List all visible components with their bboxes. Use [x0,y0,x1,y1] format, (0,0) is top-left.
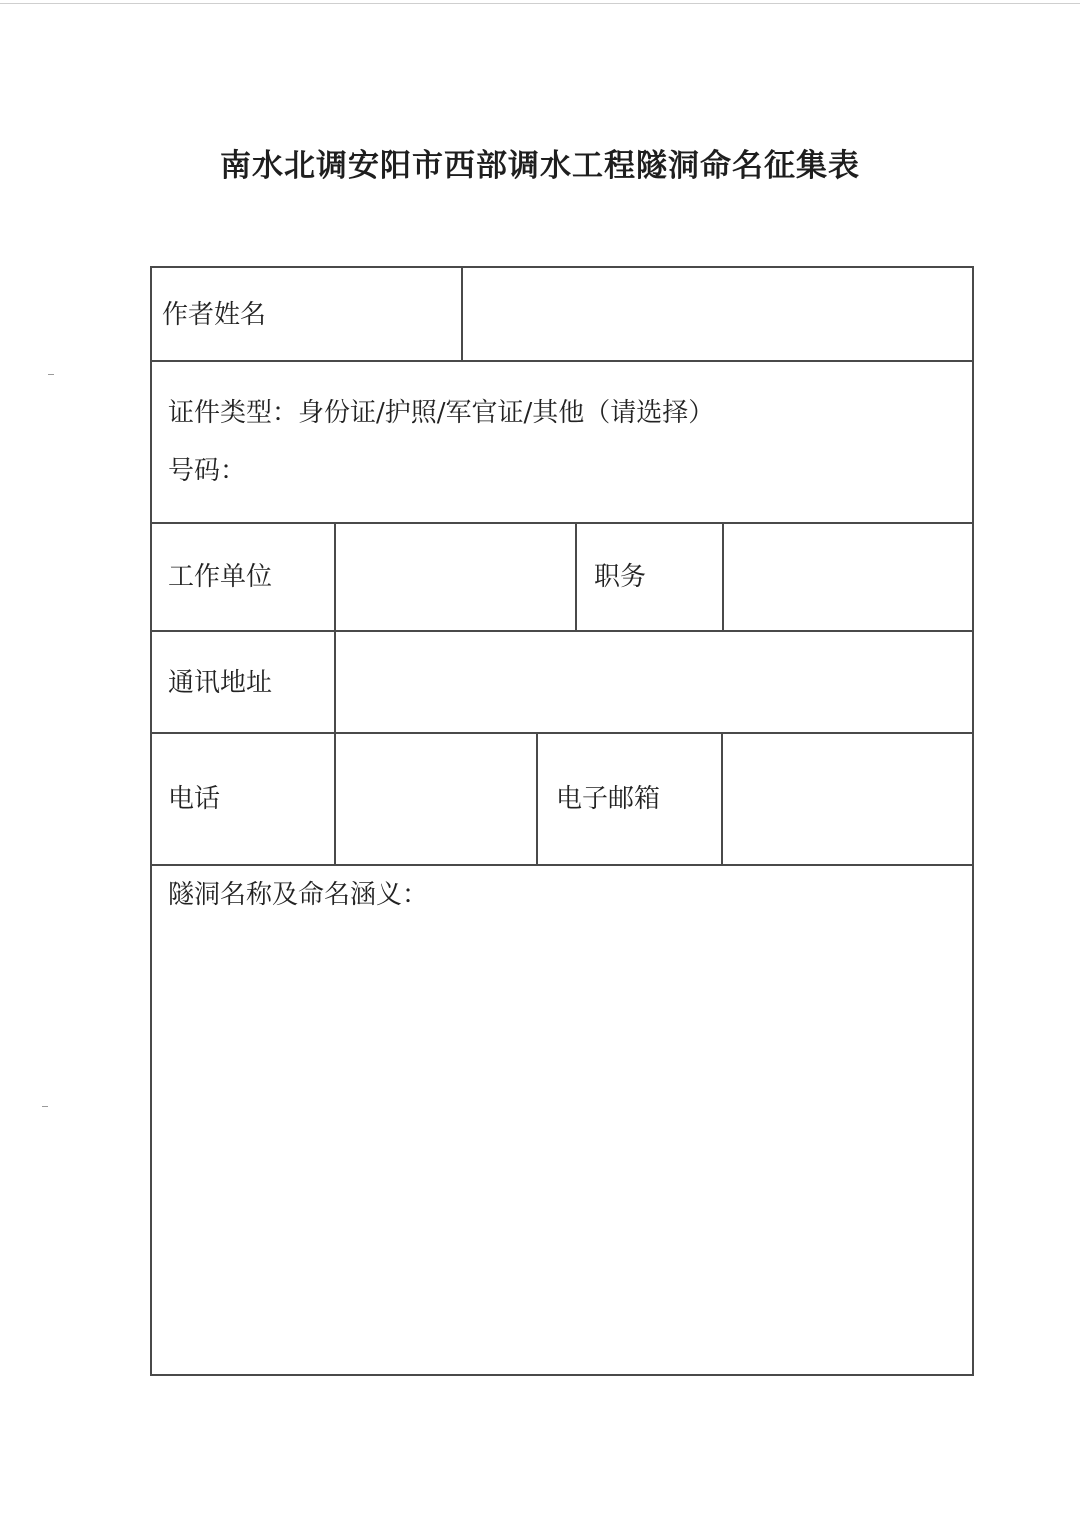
scan-mark [42,1106,48,1107]
phone-label: 电话 [168,784,221,814]
table-col-divider [536,732,538,866]
work-unit-field[interactable] [337,524,574,630]
id-number-field[interactable] [260,456,960,506]
tunnel-name-meaning-field[interactable] [153,920,971,1372]
form-title: 南水北调安阳市西部调水工程隧洞命名征集表 [220,148,860,184]
position-field[interactable] [725,524,971,630]
scan-top-edge [0,3,1080,4]
position-label: 职务 [594,562,647,592]
table-border-left [150,266,152,1376]
address-field[interactable] [337,632,971,732]
email-field[interactable] [724,734,971,864]
scan-mark [48,374,54,375]
table-col-divider [334,522,336,866]
table-col-divider [722,522,724,632]
author-name-field[interactable] [464,268,971,360]
table-col-divider [575,522,577,632]
table-row-divider [150,864,974,866]
work-unit-label: 工作单位 [168,562,273,592]
author-name-label: 作者姓名 [162,300,267,330]
table-row-divider [150,360,974,362]
table-border-right [972,266,974,1376]
address-label: 通讯地址 [168,668,273,698]
table-border-bottom [150,1374,974,1376]
email-label: 电子邮箱 [556,784,661,814]
phone-field[interactable] [337,734,535,864]
id-number-label: 号码： [168,456,247,486]
table-col-divider [461,266,463,362]
table-col-divider [721,732,723,866]
id-type-label: 证件类型：身份证/护照/军官证/其他（请选择） [168,398,715,428]
tunnel-name-meaning-label: 隧洞名称及命名涵义： [168,880,429,910]
